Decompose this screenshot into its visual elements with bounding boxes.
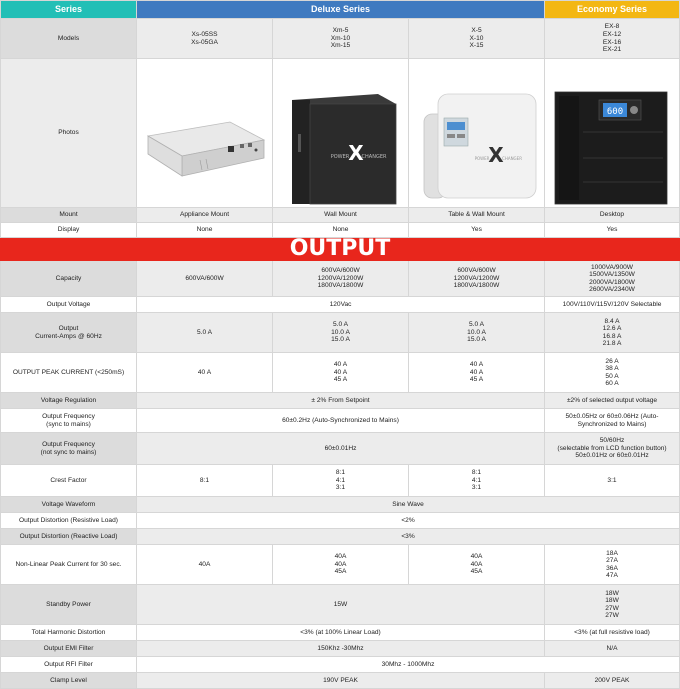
nonlinear-xm: 40A 40A 45A (273, 545, 409, 585)
nonlinear-ex: 18A 27A 36A 47A (545, 545, 680, 585)
nonlinear-xs: 40A (137, 545, 273, 585)
table-wall-unit-image (412, 74, 542, 207)
output-voltage-ex: 100V/110V/115V/120V Selectable (545, 297, 680, 313)
voltage-regulation-deluxe: ± 2% From Setpoint (137, 393, 545, 409)
nonlinear-row (1, 545, 680, 585)
thd-deluxe: <3% (at 100% Linear Load) (137, 625, 545, 641)
mount-xm: Wall Mount (273, 208, 409, 223)
clamp-ex: 200V PEAK (545, 673, 680, 689)
dist-reactive-label: Output Distortion (Reactive Load) (1, 529, 137, 545)
desktop-unit-image (547, 74, 677, 207)
voltage-regulation-row (1, 393, 680, 409)
photo-x-cell (409, 59, 545, 208)
deluxe-series-header: Deluxe Series (137, 1, 545, 19)
output-current-xm: 5.0 A 10.0 A 15.0 A (273, 313, 409, 353)
photo-xm (275, 67, 406, 200)
freq-nosync-deluxe: 60±0.01Hz (137, 433, 545, 465)
peak-current-row (1, 353, 680, 393)
economy-series-header: Economy Series (545, 1, 680, 19)
svg-text:CHANGER: CHANGER (361, 154, 386, 161)
output-current-row (1, 313, 680, 353)
svg-text:POWER: POWER (474, 156, 489, 162)
dist-reactive-value: <3% (137, 529, 680, 545)
waveform-row (1, 497, 680, 513)
output-current-xs: 5.0 A (137, 313, 273, 353)
crest-factor-ex: 3:1 (545, 465, 680, 497)
voltage-regulation-ex: ±2% of selected output voltage (545, 393, 680, 409)
photo-ex (547, 67, 677, 200)
crest-factor-xs: 8:1 (137, 465, 273, 497)
capacity-xs: 600VA/600W (137, 261, 273, 297)
waveform-label: Voltage Waveform (1, 497, 137, 513)
emi-label: Output EMI Filter (1, 641, 137, 657)
clamp-label: Clamp Level (1, 673, 137, 689)
thd-row (1, 625, 680, 641)
emi-ex: N/A (545, 641, 680, 657)
photo-xs (139, 67, 270, 200)
header-row (1, 1, 680, 19)
output-current-label: Output Current-Amps @ 60Hz (1, 313, 137, 353)
photo-xs-cell (137, 59, 273, 208)
dist-resistive-row (1, 513, 680, 529)
display-xs: None (137, 223, 273, 238)
capacity-label: Capacity (1, 261, 137, 297)
peak-current-x: 40 A 40 A 45 A (409, 353, 545, 393)
models-xm: Xm-5 Xm-10 Xm-15 (273, 19, 409, 59)
emi-row (1, 641, 680, 657)
voltage-regulation-label: Voltage Regulation (1, 393, 137, 409)
thd-label: Total Harmonic Distortion (1, 625, 137, 641)
dist-reactive-row (1, 529, 680, 545)
mount-label: Mount (1, 208, 137, 223)
models-row (1, 19, 680, 59)
freq-sync-deluxe: 60±0.2Hz (Auto-Synchronized to Mains) (137, 409, 545, 433)
capacity-ex: 1000VA/900W 1500VA/1350W 2000VA/1800W 2600VA/2340W (545, 261, 680, 297)
peak-current-ex: 26 A 38 A 50 A 60 A (545, 353, 680, 393)
output-banner (1, 238, 680, 261)
standby-label: Standby Power (1, 585, 137, 625)
svg-text:600: 600 (606, 107, 624, 118)
standby-ex: 18W 18W 27W 27W (545, 585, 680, 625)
freq-nosync-row (1, 433, 680, 465)
photo-x (411, 67, 542, 200)
output-current-x: 5.0 A 10.0 A 15.0 A (409, 313, 545, 353)
peak-current-xm: 40 A 40 A 45 A (273, 353, 409, 393)
freq-sync-row (1, 409, 680, 433)
capacity-x: 600VA/600W 1200VA/1200W 1800VA/1800W (409, 261, 545, 297)
nonlinear-label: Non-Linear Peak Current for 30 sec. (1, 545, 137, 585)
output-voltage-label: Output Voltage (1, 297, 137, 313)
display-ex: Yes (545, 223, 680, 238)
rfi-label: Output RFI Filter (1, 657, 137, 673)
photo-ex-cell (545, 59, 680, 208)
freq-sync-label: Output Frequency (sync to mains) (1, 409, 137, 433)
display-x: Yes (409, 223, 545, 238)
output-banner-row (1, 238, 680, 261)
models-x: X-5 X-10 X-15 (409, 19, 545, 59)
photos-label: Photos (1, 59, 137, 208)
rfi-row (1, 657, 680, 673)
models-label: Models (1, 19, 137, 59)
clamp-deluxe: 190V PEAK (137, 673, 545, 689)
capacity-xm: 600VA/600W 1200VA/1200W 1800VA/1800W (273, 261, 409, 297)
dist-resistive-value: <2% (137, 513, 680, 529)
models-ex: EX-8 EX-12 EX-16 EX-21 (545, 19, 680, 59)
mount-ex: Desktop (545, 208, 680, 223)
peak-current-xs: 40 A (137, 353, 273, 393)
capacity-row (1, 261, 680, 297)
output-voltage-row (1, 297, 680, 313)
emi-deluxe: 150Khz -30Mhz (137, 641, 545, 657)
models-xs: Xs-05SS Xs-05GA (137, 19, 273, 59)
svg-text:CHANGER: CHANGER (501, 156, 522, 162)
crest-factor-row (1, 465, 680, 497)
svg-text:X: X (487, 143, 504, 168)
freq-nosync-ex: 50/60Hz (selectable from LCD function button) 50±0.01Hz or 60±0.01Hz (545, 433, 680, 465)
nonlinear-x: 40A 40A 45A (409, 545, 545, 585)
freq-nosync-label: Output Frequency (not sync to mains) (1, 433, 137, 465)
dist-resistive-label: Output Distortion (Resistive Load) (1, 513, 137, 529)
clamp-row (1, 673, 680, 689)
mount-x: Table & Wall Mount (409, 208, 545, 223)
standby-row (1, 585, 680, 625)
appliance-unit-image (140, 74, 270, 207)
freq-sync-ex: 50±0.05Hz or 60±0.06Hz (Auto- Synchronized to Mains) (545, 409, 680, 433)
peak-current-label: OUTPUT PEAK CURRENT (<250mS) (1, 353, 137, 393)
thd-ex: <3% (at full resistive load) (545, 625, 680, 641)
output-voltage-deluxe: 120Vac (137, 297, 545, 313)
output-title: OUTPUT (289, 236, 391, 262)
display-label: Display (1, 223, 137, 238)
output-current-ex: 8.4 A 12.6 A 16.8 A 21.8 A (545, 313, 680, 353)
crest-factor-x: 8:1 4:1 3:1 (409, 465, 545, 497)
crest-factor-label: Crest Factor (1, 465, 137, 497)
mount-xs: Appliance Mount (137, 208, 273, 223)
svg-text:X: X (347, 141, 364, 166)
display-xm: None (273, 223, 409, 238)
wall-mount-unit-image (276, 74, 406, 207)
series-header: Series (1, 1, 137, 19)
standby-deluxe: 15W (137, 585, 545, 625)
rfi-value: 30Mhz - 1000Mhz (137, 657, 680, 673)
svg-text:POWER: POWER (330, 154, 349, 161)
photo-xm-cell (273, 59, 409, 208)
waveform-value: Sine Wave (137, 497, 680, 513)
crest-factor-xm: 8:1 4:1 3:1 (273, 465, 409, 497)
photos-row (1, 59, 680, 208)
